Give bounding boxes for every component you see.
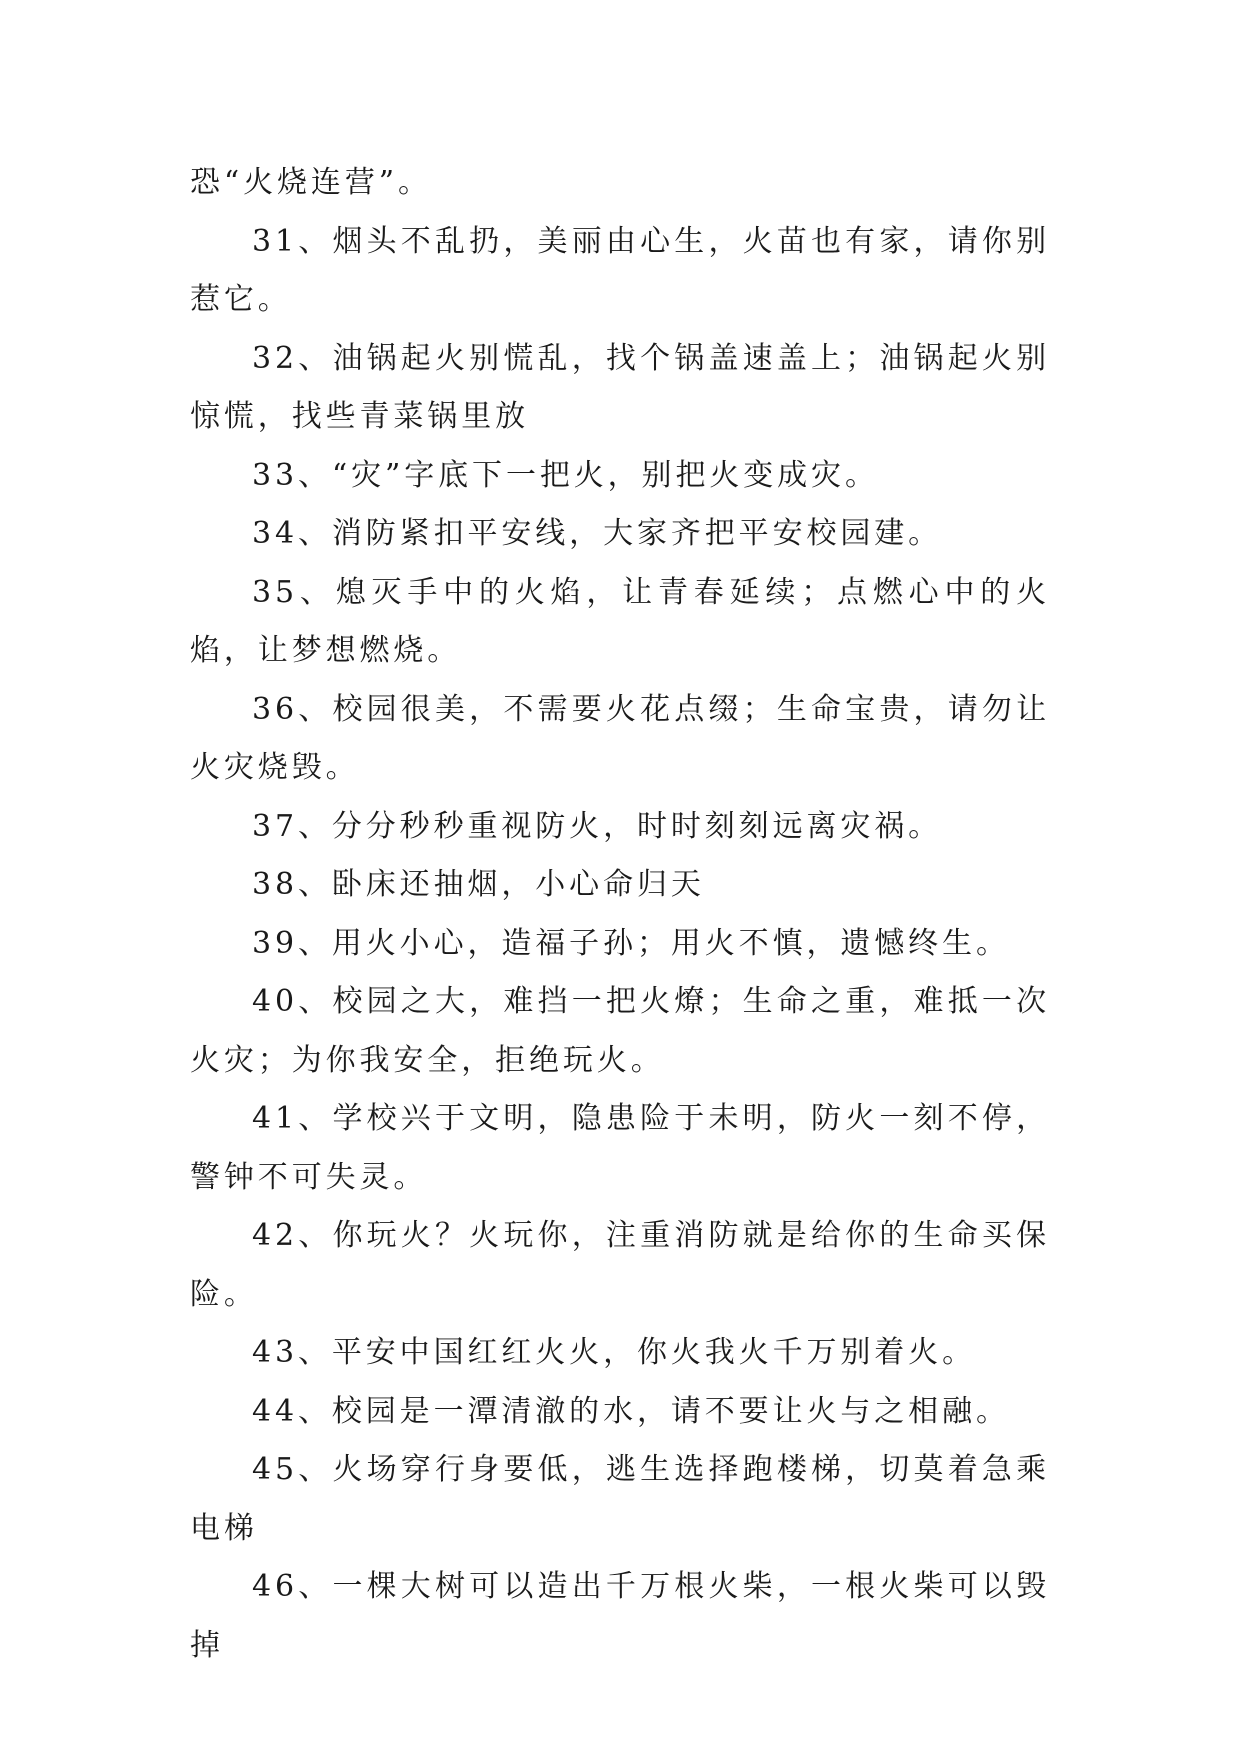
slogan-36: 36、校园很美，不需要火花点缀；生命宝贵，请勿让火灾烧毁。 [190,691,1050,785]
slogan-42: 42、你玩火？火玩你，注重消防就是给你的生命买保险。 [190,1218,1050,1312]
paragraph-continuation: 恐“火烧连营”。 [190,165,432,200]
slogan-35: 35、熄灭手中的火焰，让青春延续；点燃心中的火焰，让梦想燃烧。 [190,574,1050,668]
slogan-32: 32、油锅起火别慌乱，找个锅盖速盖上；油锅起火别惊慌，找些青菜锅里放 [190,340,1050,434]
slogan-45: 45、火场穿行身要低，逃生选择跑楼梯，切莫着急乘电梯 [190,1452,1050,1546]
slogan-37: 37、分分秒秒重视防火，时时刻刻远离灾祸。 [252,808,943,844]
slogan-34: 34、消防紧扣平安线，大家齐把平安校园建。 [252,516,943,551]
document-body [190,154,1050,1675]
slogan-44: 44、校园是一潭清澈的水，请不要让火与之相融。 [252,1393,1010,1429]
slogan-38: 38、卧床还抽烟，小心命归天 [252,867,705,902]
slogan-31: 31、烟头不乱扔，美丽由心生，火苗也有家，请你别惹它。 [190,223,1050,317]
slogan-46: 46、一棵大树可以造出千万根火柴，一根火柴可以毁掉 [190,1569,1050,1663]
slogan-41: 41、学校兴于文明，隐患险于未明，防火一刻不停，警钟不可失灵。 [190,1101,1050,1195]
slogan-33: 33、“灾”字底下一把火，别把火变成灾。 [252,457,879,493]
slogan-39: 39、用火小心，造福子孙；用火不慎，遗憾终生。 [252,925,1010,961]
slogan-43: 43、平安中国红红火火，你火我火千万别着火。 [252,1335,976,1370]
slogan-40: 40、校园之大，难挡一把火燎；生命之重，难抵一次火灾；为你我安全，拒绝玩火。 [190,984,1050,1078]
